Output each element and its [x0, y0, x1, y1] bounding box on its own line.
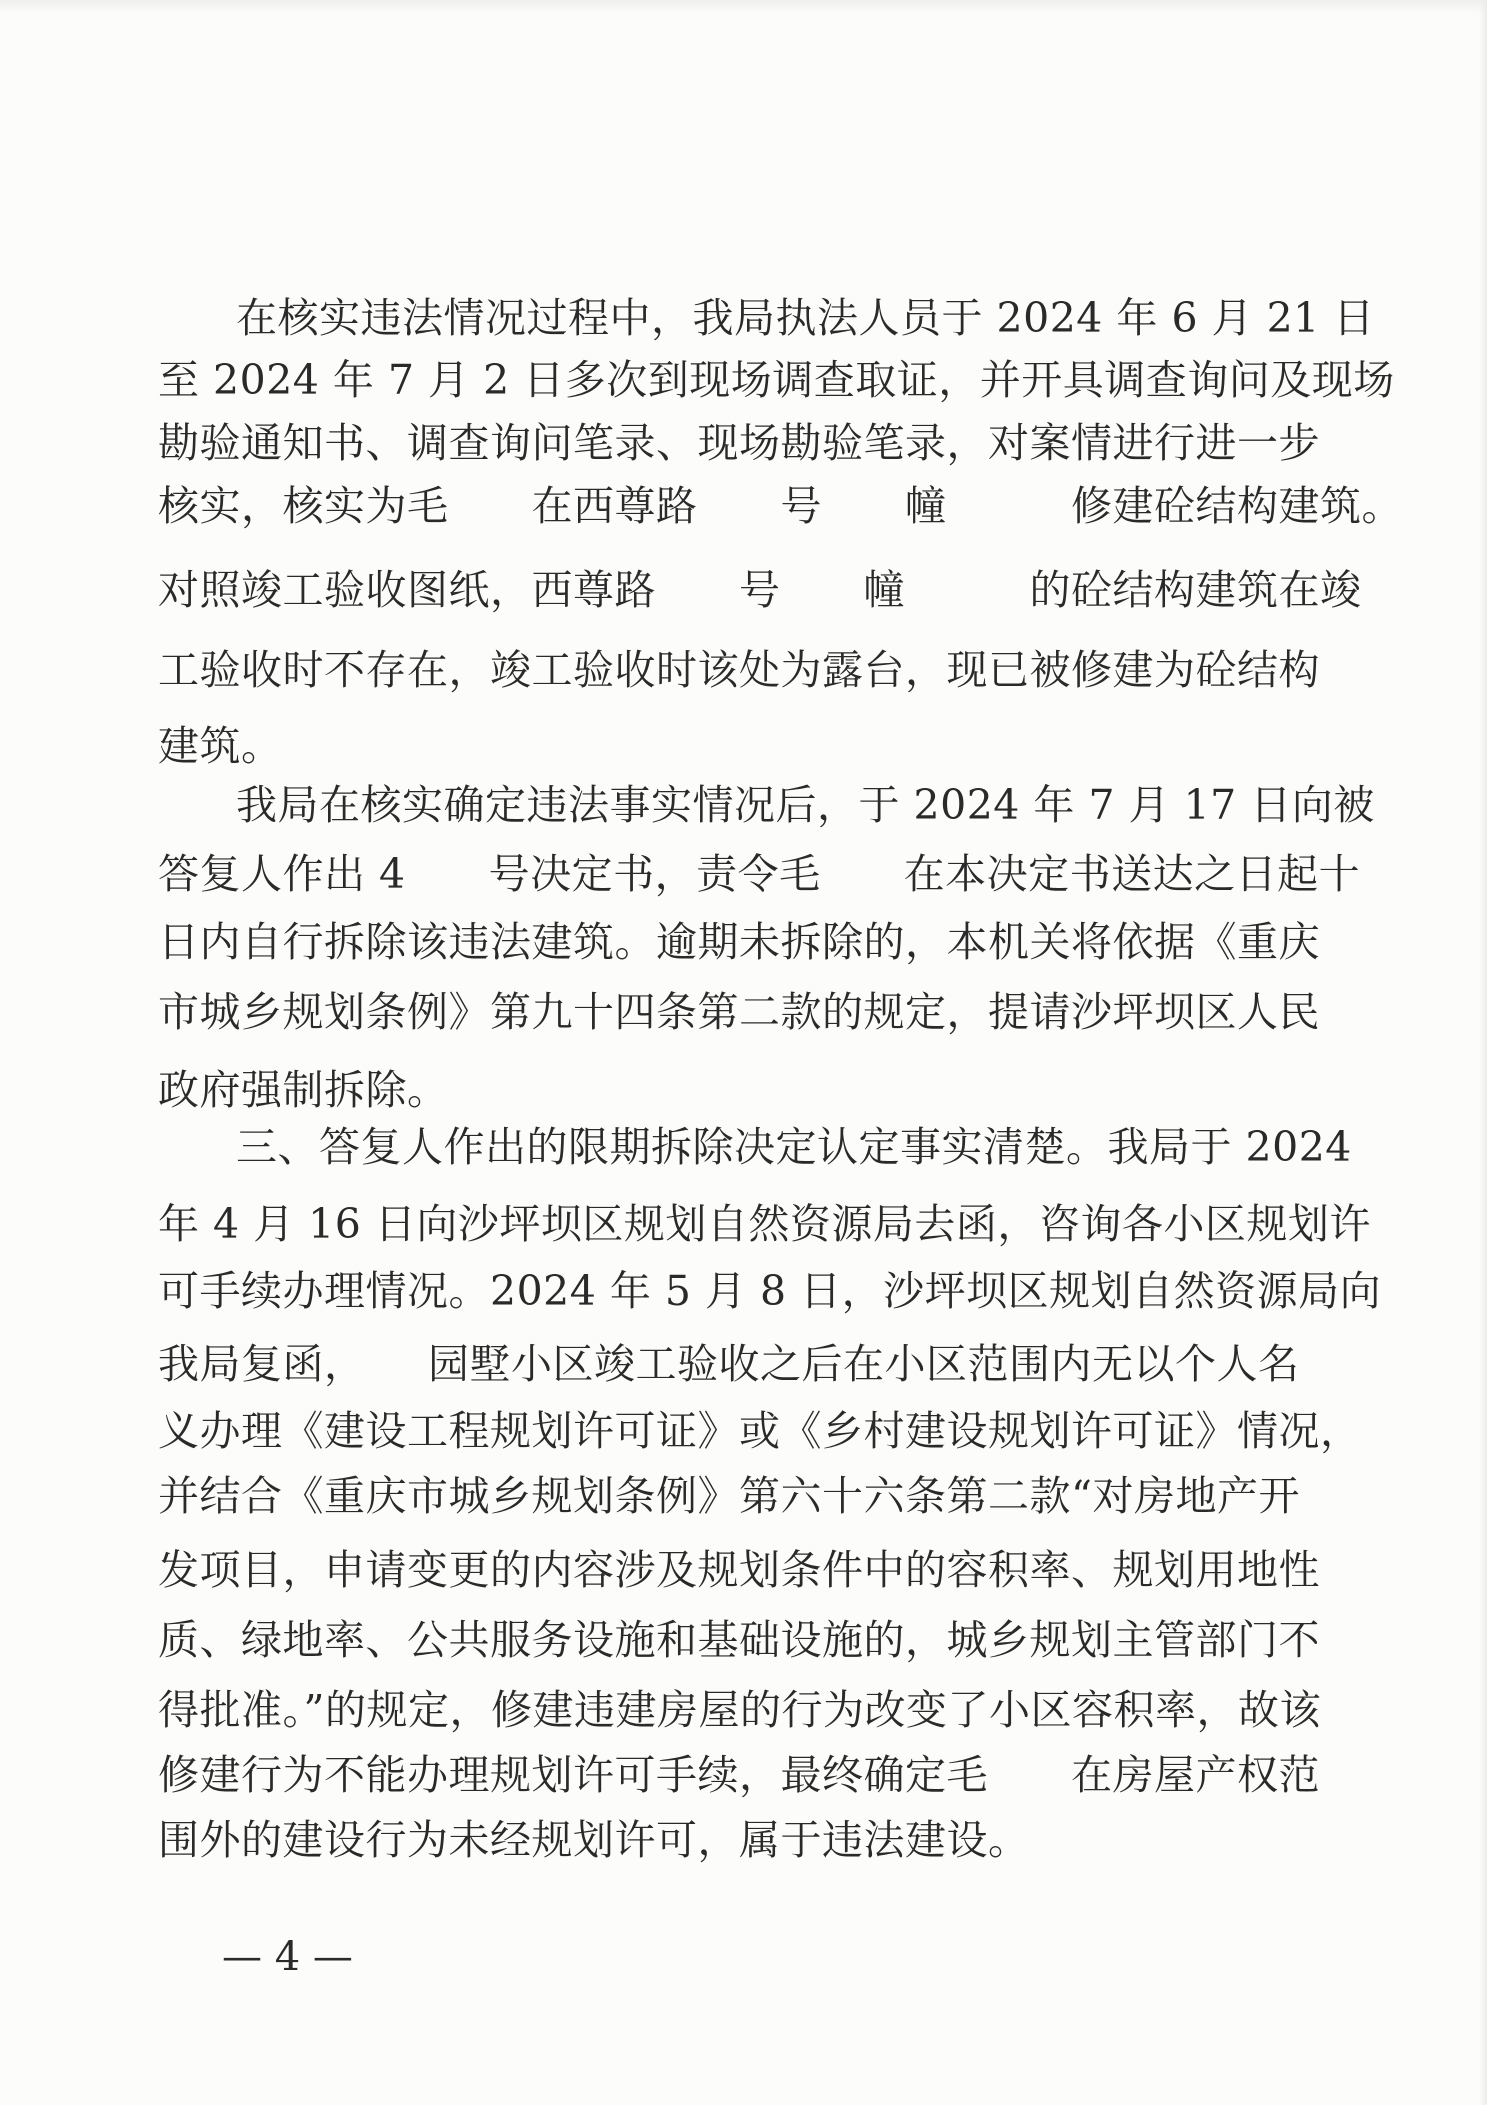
paragraph-2-line-4: 市城乡规划条例》第九十四条第二款的规定，提请沙坪坝区人民: [158, 988, 1320, 1036]
paragraph-3-line-4: 我局复函， 园墅小区竣工验收之后在小区范围内无以个人名: [158, 1340, 1300, 1388]
paragraph-3-line-5: 义办理《建设工程规划许可证》或《乡村建设规划许可证》情况，: [158, 1407, 1362, 1455]
paragraph-1-line-5: 对照竣工验收图纸，西尊路 号 幢 的砼结构建筑在竣: [158, 566, 1362, 614]
paragraph-1-line-7: 建筑。: [158, 722, 283, 770]
paragraph-3-line-2: 年 4 月 16 日向沙坪坝区规划自然资源局去函，咨询各小区规划许: [158, 1200, 1371, 1248]
paragraph-3-line-9: 得批准。”的规定，修建违建房屋的行为改变了小区容积率，故该: [158, 1686, 1321, 1734]
paragraph-1-line-2: 至 2024 年 7 月 2 日多次到现场调查取证，并开具调查询问及现场: [158, 356, 1395, 404]
paragraph-2-line-1: 我局在核实确定违法事实情况后，于 2024 年 7 月 17 日向被: [236, 781, 1375, 829]
paragraph-3-line-8: 质、绿地率、公共服务设施和基础设施的，城乡规划主管部门不: [158, 1616, 1320, 1664]
scan-edge-top: [0, 0, 1487, 14]
page-number: — 4 —: [222, 1934, 353, 1980]
paragraph-3-line-1: 三、答复人作出的限期拆除决定认定事实清楚。我局于 2024: [236, 1123, 1352, 1171]
scan-edge-right: [1479, 0, 1487, 2105]
paragraph-3-line-3: 可手续办理情况。2024 年 5 月 8 日，沙坪坝区规划自然资源局向: [158, 1267, 1382, 1315]
paragraph-2-line-5: 政府强制拆除。: [158, 1066, 449, 1114]
paragraph-1-line-3: 勘验通知书、调查询问笔录、现场勘验笔录，对案情进行进一步: [158, 419, 1320, 467]
paragraph-1-line-4: 核实，核实为毛 在西尊路 号 幢 修建砼结构建筑。: [158, 482, 1403, 530]
paragraph-3-line-7: 发项目，申请变更的内容涉及规划条件中的容积率、规划用地性: [158, 1546, 1320, 1594]
paragraph-2-line-2: 答复人作出 4 号决定书，责令毛 在本决定书送达之日起十: [158, 850, 1361, 898]
paragraph-2-line-3: 日内自行拆除该违法建筑。逾期未拆除的，本机关将依据《重庆: [158, 918, 1320, 966]
paragraph-3-line-11: 围外的建设行为未经规划许可，属于违法建设。: [158, 1816, 1030, 1864]
paragraph-3-line-6: 并结合《重庆市城乡规划条例》第六十六条第二款“对房地产开: [158, 1472, 1300, 1520]
paragraph-1-line-6: 工验收时不存在，竣工验收时该处为露台，现已被修建为砼结构: [158, 646, 1320, 694]
paragraph-1-line-1: 在核实违法情况过程中，我局执法人员于 2024 年 6 月 21 日: [236, 294, 1375, 342]
paragraph-3-line-10: 修建行为不能办理规划许可手续，最终确定毛 在房屋产权范: [158, 1751, 1320, 1799]
